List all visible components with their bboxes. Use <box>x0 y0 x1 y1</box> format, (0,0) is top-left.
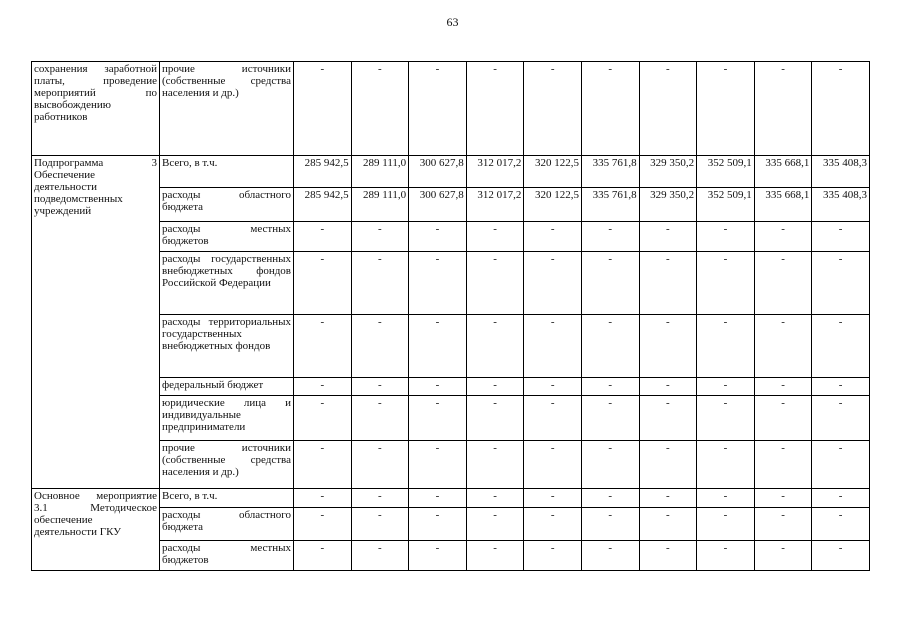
funding-source-cell: расходы местных бюджетов <box>160 541 294 571</box>
funding-source-cell: расходы областного бюджета <box>160 188 294 222</box>
amount-cell: - <box>466 489 524 508</box>
amount-cell: - <box>639 508 697 541</box>
budget-table-body <box>32 62 870 571</box>
amount-cell: - <box>754 396 812 441</box>
amount-cell: - <box>639 396 697 441</box>
amount-cell: 352 509,1 <box>697 156 755 188</box>
amount-cell: - <box>409 378 467 396</box>
amount-cell: 335 668,1 <box>754 156 812 188</box>
amount-cell: - <box>524 222 582 252</box>
amount-cell: - <box>294 62 352 156</box>
amount-cell: - <box>697 489 755 508</box>
amount-cell: - <box>466 541 524 571</box>
amount-cell: - <box>581 378 639 396</box>
amount-cell: 352 509,1 <box>697 188 755 222</box>
amount-cell: 285 942,5 <box>294 188 352 222</box>
amount-cell: - <box>294 378 352 396</box>
program-name-cell: Основное мероприятие 3.1 Методическое обеспечение деятельности ГКУ <box>32 489 160 571</box>
amount-cell: - <box>524 508 582 541</box>
amount-cell: - <box>351 541 409 571</box>
amount-cell: 335 761,8 <box>581 156 639 188</box>
amount-cell: - <box>524 396 582 441</box>
amount-cell: - <box>351 315 409 378</box>
amount-cell: - <box>581 252 639 315</box>
amount-cell: - <box>466 222 524 252</box>
amount-cell: - <box>294 252 352 315</box>
amount-cell: - <box>697 541 755 571</box>
amount-cell: - <box>351 508 409 541</box>
funding-source-cell: прочие источники (собственные средства населения и др.) <box>160 62 294 156</box>
amount-cell: - <box>639 252 697 315</box>
amount-cell: - <box>581 396 639 441</box>
amount-cell: - <box>697 252 755 315</box>
amount-cell: - <box>754 315 812 378</box>
amount-cell: - <box>754 252 812 315</box>
amount-cell: - <box>524 541 582 571</box>
amount-cell: - <box>351 396 409 441</box>
amount-cell: - <box>581 315 639 378</box>
amount-cell: - <box>466 378 524 396</box>
amount-cell: - <box>409 396 467 441</box>
amount-cell: 285 942,5 <box>294 156 352 188</box>
amount-cell: 320 122,5 <box>524 188 582 222</box>
table-row <box>32 156 870 188</box>
amount-cell: - <box>294 489 352 508</box>
amount-cell: - <box>754 441 812 489</box>
table-row <box>32 62 870 156</box>
amount-cell: - <box>639 378 697 396</box>
amount-cell: - <box>812 441 870 489</box>
amount-cell: - <box>812 378 870 396</box>
amount-cell: - <box>754 508 812 541</box>
funding-source-cell: расходы местных бюджетов <box>160 222 294 252</box>
amount-cell: - <box>466 252 524 315</box>
amount-cell: 329 350,2 <box>639 188 697 222</box>
amount-cell: - <box>581 508 639 541</box>
program-name-cell: сохранения заработной платы, проведение мероприятий по высвобождению работников <box>32 62 160 156</box>
amount-cell: - <box>524 252 582 315</box>
amount-cell: - <box>639 541 697 571</box>
funding-source-cell: расходы государственных внебюджетных фондов Российской Федерации <box>160 252 294 315</box>
amount-cell: 335 408,3 <box>812 156 870 188</box>
amount-cell: - <box>351 489 409 508</box>
amount-cell: - <box>812 62 870 156</box>
amount-cell: - <box>697 508 755 541</box>
amount-cell: - <box>581 489 639 508</box>
amount-cell: - <box>754 541 812 571</box>
amount-cell: - <box>409 315 467 378</box>
amount-cell: - <box>409 541 467 571</box>
amount-cell: 312 017,2 <box>466 156 524 188</box>
amount-cell: - <box>812 489 870 508</box>
amount-cell: 335 761,8 <box>581 188 639 222</box>
funding-source-cell: Всего, в т.ч. <box>160 489 294 508</box>
funding-source-cell: федеральный бюджет <box>160 378 294 396</box>
funding-source-cell: юридические лица и индивидуальные предприниматели <box>160 396 294 441</box>
amount-cell: - <box>524 62 582 156</box>
amount-cell: 335 408,3 <box>812 188 870 222</box>
funding-source-cell: расходы областного бюджета <box>160 508 294 541</box>
amount-cell: - <box>754 62 812 156</box>
amount-cell: 320 122,5 <box>524 156 582 188</box>
amount-cell: - <box>409 489 467 508</box>
amount-cell: - <box>639 441 697 489</box>
amount-cell: - <box>812 508 870 541</box>
amount-cell: - <box>812 541 870 571</box>
amount-cell: - <box>294 222 352 252</box>
amount-cell: - <box>639 62 697 156</box>
amount-cell: 289 111,0 <box>351 188 409 222</box>
amount-cell: - <box>697 315 755 378</box>
amount-cell: - <box>639 222 697 252</box>
amount-cell: - <box>409 441 467 489</box>
amount-cell: - <box>581 541 639 571</box>
amount-cell: - <box>639 315 697 378</box>
page-number: 63 <box>446 15 459 29</box>
amount-cell: - <box>754 489 812 508</box>
amount-cell: - <box>812 252 870 315</box>
amount-cell: - <box>581 62 639 156</box>
amount-cell: - <box>581 441 639 489</box>
amount-cell: - <box>294 315 352 378</box>
program-name-cell: Подпрограмма 3 Обеспечение деятельности подведомственных учреждений <box>32 156 160 489</box>
amount-cell: - <box>466 315 524 378</box>
amount-cell: - <box>294 508 352 541</box>
amount-cell: 289 111,0 <box>351 156 409 188</box>
amount-cell: - <box>294 541 352 571</box>
amount-cell: - <box>351 441 409 489</box>
amount-cell: - <box>812 315 870 378</box>
amount-cell: - <box>466 441 524 489</box>
amount-cell: - <box>351 378 409 396</box>
amount-cell: - <box>351 222 409 252</box>
amount-cell: 329 350,2 <box>639 156 697 188</box>
funding-source-cell: расходы территориальных государственных внебюджетных фондов <box>160 315 294 378</box>
amount-cell: - <box>697 396 755 441</box>
amount-cell: - <box>294 396 352 441</box>
funding-source-cell: прочие источники (собственные средства населения и др.) <box>160 441 294 489</box>
amount-cell: - <box>697 62 755 156</box>
amount-cell: - <box>697 378 755 396</box>
amount-cell: - <box>639 489 697 508</box>
amount-cell: - <box>466 62 524 156</box>
amount-cell: - <box>524 441 582 489</box>
budget-table <box>31 61 870 571</box>
amount-cell: - <box>409 62 467 156</box>
amount-cell: - <box>697 441 755 489</box>
amount-cell: - <box>812 222 870 252</box>
amount-cell: 300 627,8 <box>409 156 467 188</box>
amount-cell: - <box>409 252 467 315</box>
amount-cell: - <box>754 222 812 252</box>
amount-cell: - <box>409 508 467 541</box>
amount-cell: - <box>466 396 524 441</box>
amount-cell: - <box>409 222 467 252</box>
amount-cell: 335 668,1 <box>754 188 812 222</box>
amount-cell: - <box>524 315 582 378</box>
amount-cell: - <box>581 222 639 252</box>
amount-cell: - <box>294 441 352 489</box>
amount-cell: - <box>351 252 409 315</box>
amount-cell: 312 017,2 <box>466 188 524 222</box>
amount-cell: - <box>754 378 812 396</box>
amount-cell: - <box>524 378 582 396</box>
funding-source-cell: Всего, в т.ч. <box>160 156 294 188</box>
amount-cell: - <box>524 489 582 508</box>
amount-cell: - <box>351 62 409 156</box>
amount-cell: - <box>812 396 870 441</box>
amount-cell: 300 627,8 <box>409 188 467 222</box>
amount-cell: - <box>466 508 524 541</box>
amount-cell: - <box>697 222 755 252</box>
table-row <box>32 489 870 508</box>
